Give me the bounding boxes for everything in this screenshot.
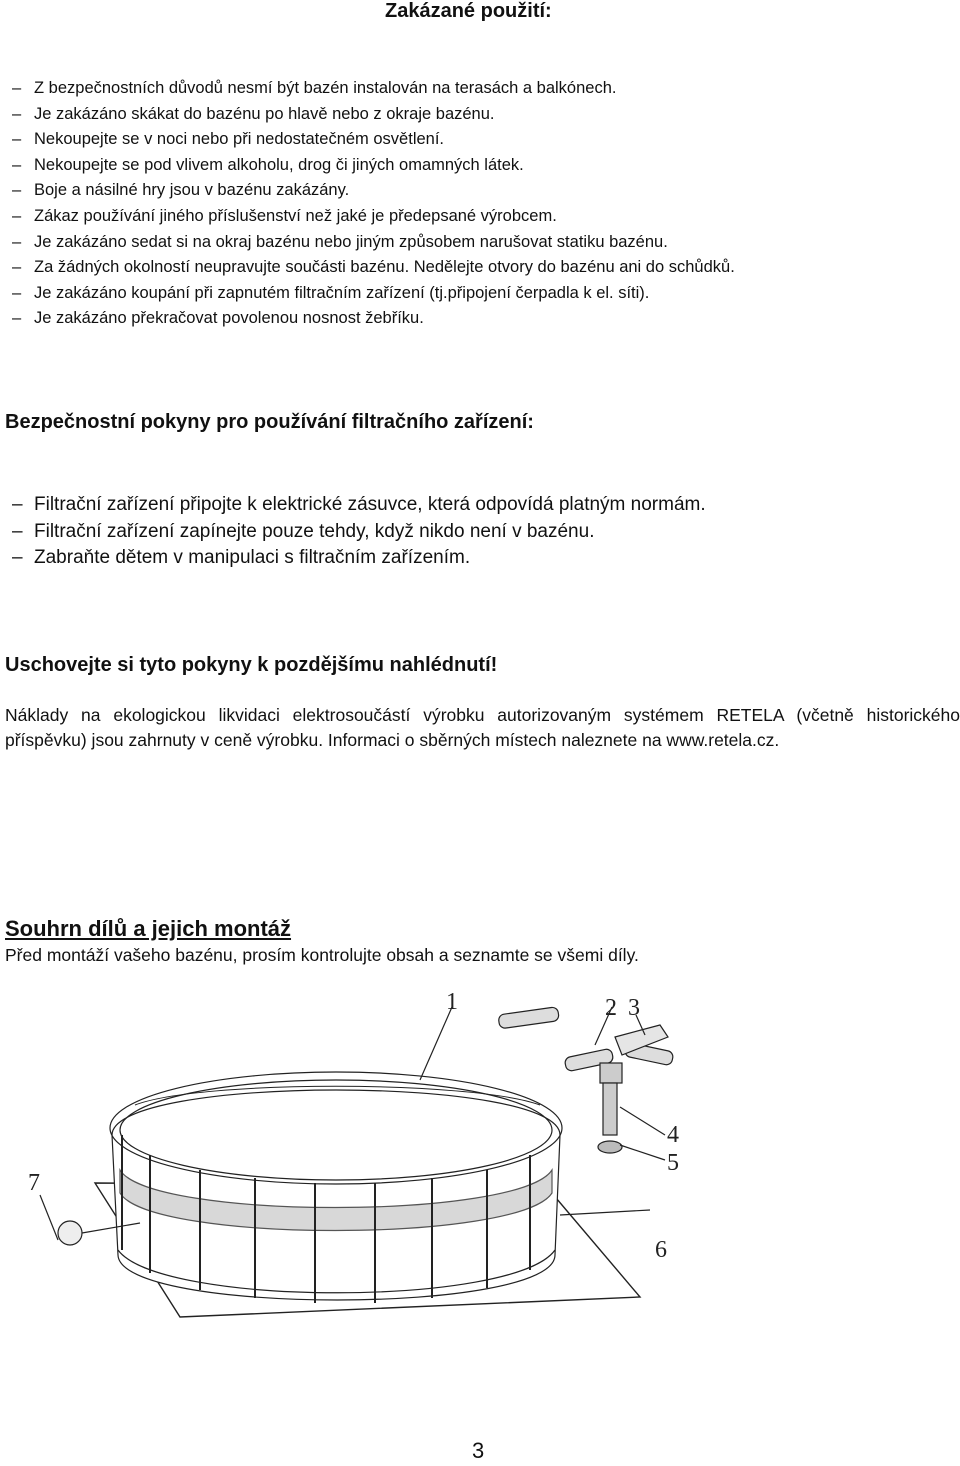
prohibited-use-list [12,76,735,332]
dash-bullet: – [12,130,22,149]
valve [58,1221,82,1245]
list-item [12,545,706,572]
list-item-text: Za žádných okolností neupravujte součásti bazénu. Nedělejte otvory do bazénu ani do schůdků. [34,258,735,277]
part-t-joint [564,1025,674,1083]
dash-bullet: – [12,232,22,251]
dash-bullet: – [12,79,22,97]
list-item [12,178,735,204]
section1-title: Zakázané použití: [385,0,552,22]
list-item [12,153,735,179]
label-7: 7 [28,1170,40,1196]
list-item [12,492,706,519]
part-beam [498,1007,559,1029]
list-item-text: Je zakázáno koupání při zapnutém filtračním zařízení (tj.připojení čerpadla k el. síti). [34,283,650,302]
list-item-text: Nekoupejte se pod vlivem alkoholu, drog či jiných omamných látek. [34,155,524,174]
page-number: 3 [472,1438,485,1463]
label-6: 6 [655,1237,667,1263]
list-item-text: Filtrační zařízení zapínejte pouze tehdy, když nikdo není v bazénu. [34,520,595,542]
dash-bullet: – [12,181,22,200]
label-1: 1 [446,989,458,1015]
dash-bullet: – [12,104,22,123]
list-item-text: Z bezpečnostních důvodů nesmí být bazén instalován na terasách a balkónech. [34,79,617,97]
dash-bullet: – [12,309,22,328]
part-foot [598,1141,622,1153]
list-item-text: Filtrační zařízení připojte k elektrické zásuvce, která odpovídá platným normám. [34,494,706,515]
list-item [12,306,735,332]
list-item [12,102,735,128]
list-item [12,281,735,307]
filter-safety-list [12,492,706,572]
dash-bullet: – [12,283,22,302]
list-item-text: Zákaz používání jiného příslušenství než jaké je předepsané výrobcem. [34,206,557,225]
list-item [12,76,735,102]
list-item-text: Je zakázáno překračovat povolenou nosnost žebříku. [34,309,424,328]
label-5: 5 [667,1150,679,1176]
list-item-text: Nekoupejte se v noci nebo při nedostatečném osvětlení. [34,130,445,149]
list-item [12,519,706,546]
label-3: 3 [628,995,640,1021]
label-2: 2 [605,995,617,1021]
list-item [12,204,735,230]
list-item-text: Je zakázáno sedat si na okraj bazénu nebo jiným způsobem narušovat statiku bazénu. [34,232,668,251]
label-4: 4 [667,1122,679,1148]
part-leg [603,1083,617,1135]
list-item [12,230,735,256]
list-item-text: Zabraňte dětem v manipulaci s filtračním zařízením. [34,547,471,568]
section2-title: Bezpečnostní pokyny pro používání filtračního zařízení: [5,411,534,433]
list-item [12,127,735,153]
list-item-text: Je zakázáno skákat do bazénu po hlavě nebo z okraje bazénu. [34,104,495,123]
dash-bullet: – [12,258,22,277]
dash-bullet: – [12,547,23,568]
pool-parts-diagram [0,985,960,1325]
dash-bullet: – [12,494,23,515]
dash-bullet: – [12,206,22,225]
section4-title: Souhrn dílů a jejich montáž [5,916,292,941]
list-item-text: Boje a násilné hry jsou v bazénu zakázány. [34,181,350,200]
section4-subtitle: Před montáží vašeho bazénu, prosím kontrolujte obsah a seznamte se všemi díly. [5,945,639,965]
section3-title: Uschovejte si tyto pokyny k pozdějšímu nahlédnutí! [5,654,498,676]
list-item [12,255,735,281]
recycling-paragraph: Náklady na ekologickou likvidaci elektrosoučástí výrobku autorizovaným systémem RETELA (včetně historického příspěvku) jsou zahrnuty v ceně výrobku. Informaci o sběrných místech naleznete na www.retela.cz. [5,705,960,750]
dash-bullet: – [12,520,23,542]
dash-bullet: – [12,155,22,174]
